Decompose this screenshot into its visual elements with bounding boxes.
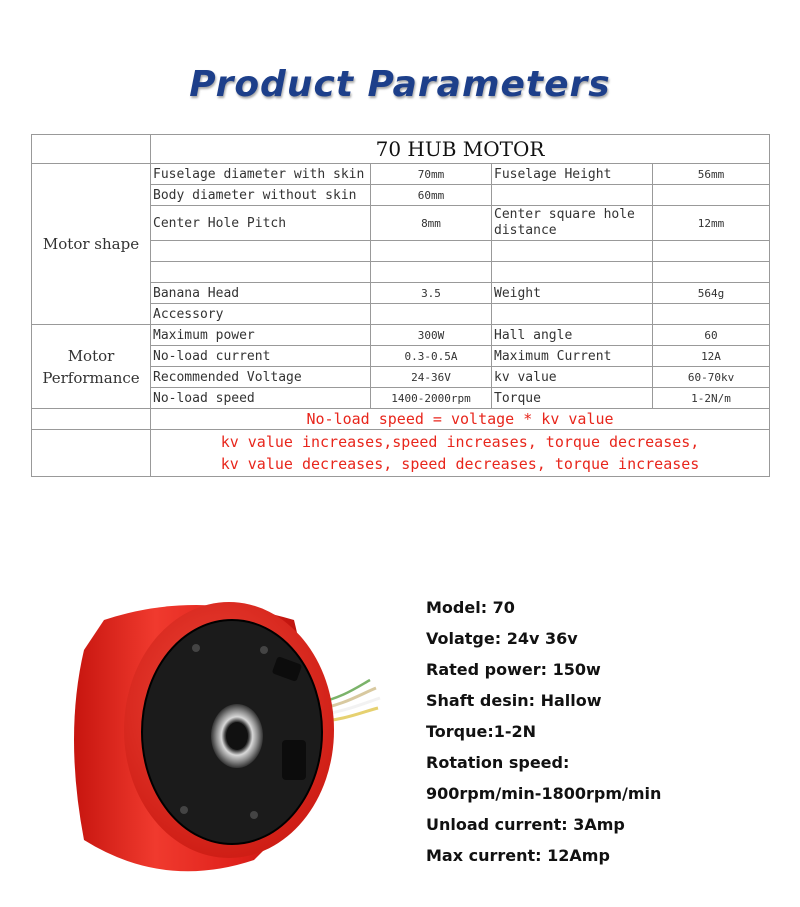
spec-voltage: Volatge: 24v 36v (426, 629, 578, 648)
param-value: 3.5 (371, 283, 492, 304)
group-label-motor-shape: Motor shape (32, 164, 151, 325)
spec-shaft: Shaft desin: Hallow (426, 691, 602, 710)
table-header-row (32, 135, 770, 164)
param-label: Banana Head (151, 283, 371, 304)
param-value: 8mm (371, 206, 492, 241)
param-value (653, 262, 770, 283)
param-value (371, 241, 492, 262)
group-label-motor-performance (32, 325, 151, 409)
param-label (151, 262, 371, 283)
table-corner-cell (32, 135, 151, 164)
param-label (492, 304, 653, 325)
spec-rotation-value: 900rpm/min-1800rpm/min (426, 784, 662, 803)
param-label: Body diameter without skin (151, 185, 371, 206)
param-label: Fuselage diameter with skin (151, 164, 371, 185)
screw-icon (250, 811, 258, 819)
group-label-line: Performance (42, 368, 140, 387)
param-label: Center Hole Pitch (151, 206, 371, 241)
table-header: 70 HUB MOTOR (151, 135, 770, 164)
param-value: 60mm (371, 185, 492, 206)
hub-motor-image (44, 590, 394, 880)
spec-max-current: Max current: 12Amp (426, 846, 610, 865)
param-value: 56mm (653, 164, 770, 185)
param-value: 1400-2000rpm (371, 388, 492, 409)
param-label: Accessory (151, 304, 371, 325)
spec-rated-power: Rated power: 150w (426, 660, 601, 679)
group-label-line: Motor (67, 346, 115, 365)
param-value: 12mm (653, 206, 770, 241)
param-value: 12A (653, 346, 770, 367)
param-label: Weight (492, 283, 653, 304)
table-empty-cell (32, 409, 151, 430)
spec-unload-current: Unload current: 3Amp (426, 815, 625, 834)
param-value (653, 304, 770, 325)
param-value (653, 241, 770, 262)
screw-icon (180, 806, 188, 814)
param-value: 24-36V (371, 367, 492, 388)
param-label: Center square hole distance (492, 206, 653, 241)
param-label (492, 241, 653, 262)
param-label: Maximum power (151, 325, 371, 346)
param-value (371, 304, 492, 325)
param-label: kv value (492, 367, 653, 388)
param-label: Fuselage Height (492, 164, 653, 185)
param-value (371, 262, 492, 283)
screw-icon (260, 646, 268, 654)
param-value: 70mm (371, 164, 492, 185)
table-row (32, 164, 770, 185)
param-label: Recommended Voltage (151, 367, 371, 388)
formula-row (32, 409, 770, 430)
param-label (492, 262, 653, 283)
formula-text: No-load speed = voltage * kv value (151, 409, 770, 430)
param-value: 0.3-0.5A (371, 346, 492, 367)
param-label: No-load speed (151, 388, 371, 409)
table-empty-cell (32, 430, 151, 477)
param-label (151, 241, 371, 262)
note-row (32, 430, 770, 477)
param-label (492, 185, 653, 206)
param-label: Maximum Current (492, 346, 653, 367)
parameters-table (31, 134, 770, 477)
param-value: 564g (653, 283, 770, 304)
param-label: Hall angle (492, 325, 653, 346)
param-label: Torque (492, 388, 653, 409)
spec-model: Model: 70 (426, 598, 515, 617)
param-value: 300W (371, 325, 492, 346)
table-row (32, 325, 770, 346)
kv-note (151, 430, 770, 477)
spec-list (426, 592, 661, 871)
param-value: 1-2N/m (653, 388, 770, 409)
page-title: Product Parameters (189, 64, 611, 105)
screw-icon (192, 644, 200, 652)
kv-note-line: kv value decreases, speed decreases, torque increases (220, 455, 700, 473)
param-value: 60-70kv (653, 367, 770, 388)
param-label: No-load current (151, 346, 371, 367)
kv-note-line: kv value increases,speed increases, torque decreases, (220, 433, 700, 451)
param-value (653, 185, 770, 206)
param-value: 60 (653, 325, 770, 346)
spec-rotation-label: Rotation speed: (426, 753, 570, 772)
spec-torque: Torque:1-2N (426, 722, 537, 741)
